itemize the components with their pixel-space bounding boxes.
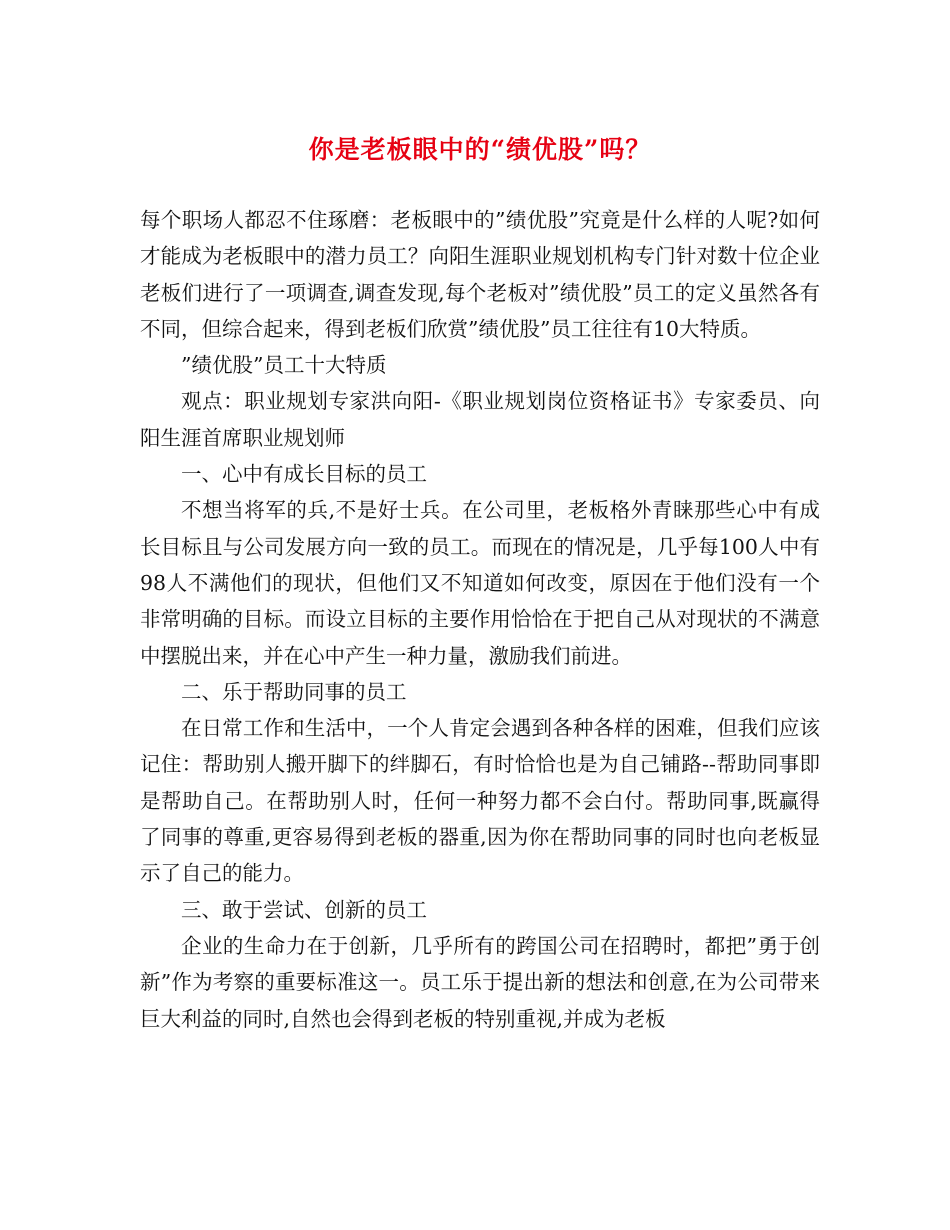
- section-heading: 二、乐于帮助同事的员工: [181, 679, 407, 704]
- document-page: [140, 120, 820, 1037]
- viewpoint-paragraph: 观点：职业规划专家洪向阳-《职业规划岗位资格证书》专家委员、向阳生涯首席职业规划师: [140, 389, 820, 450]
- section-heading: 三、敢于尝试、创新的员工: [181, 897, 427, 922]
- section-heading: 一、心中有成长目标的员工: [181, 462, 427, 487]
- section-paragraph: 不想当将军的兵,不是好士兵。在公司里，老板格外青睐那些心中有成长目标且与公司发展方向一致的员工。而现在的情况是，几乎每100人中有98人不满他们的现状，但他们又不知道如何改变，原因在于他们没有一个非常明确的目标。而设立目标的主要作用恰恰在于把自己从对现状的不满意中摆脱出来，并在心中产生一种力量，激励我们前进。: [140, 498, 820, 668]
- document-body: [140, 202, 820, 1037]
- intro-paragraph: 每个职场人都忍不住琢磨：老板眼中的”绩优股”究竟是什么样的人呢?如何才能成为老板眼中的潜力员工？向阳生涯职业规划机构专门针对数十位企业老板们进行了一项调查,调查发现,每个老板对”绩优股”员工的定义虽然各有不同，但综合起来，得到老板们欣赏”绩优股”员工往往有10大特质。: [140, 208, 820, 341]
- subtitle-paragraph: ”绩优股”员工十大特质: [181, 353, 387, 378]
- section-paragraph: 企业的生命力在于创新，几乎所有的跨国公司在招聘时，都把”勇于创新”作为考察的重要标准这一。员工乐于提出新的想法和创意,在为公司带来巨大利益的同时,自然也会得到老板的特别重视,并成为老板: [140, 933, 820, 1031]
- section-paragraph: 在日常工作和生活中，一个人肯定会遇到各种各样的困难，但我们应该记住：帮助别人搬开脚下的绊脚石，有时恰恰也是为自己铺路--帮助同事即是帮助自己。在帮助别人时，任何一种努力都不会白付。帮助同事,既赢得了同事的尊重,更容易得到老板的器重,因为你在帮助同事的同时也向老板显示了自己的能力。: [140, 716, 820, 886]
- document-title: 你是老板眼中的“绩优股”吗？: [308, 135, 652, 164]
